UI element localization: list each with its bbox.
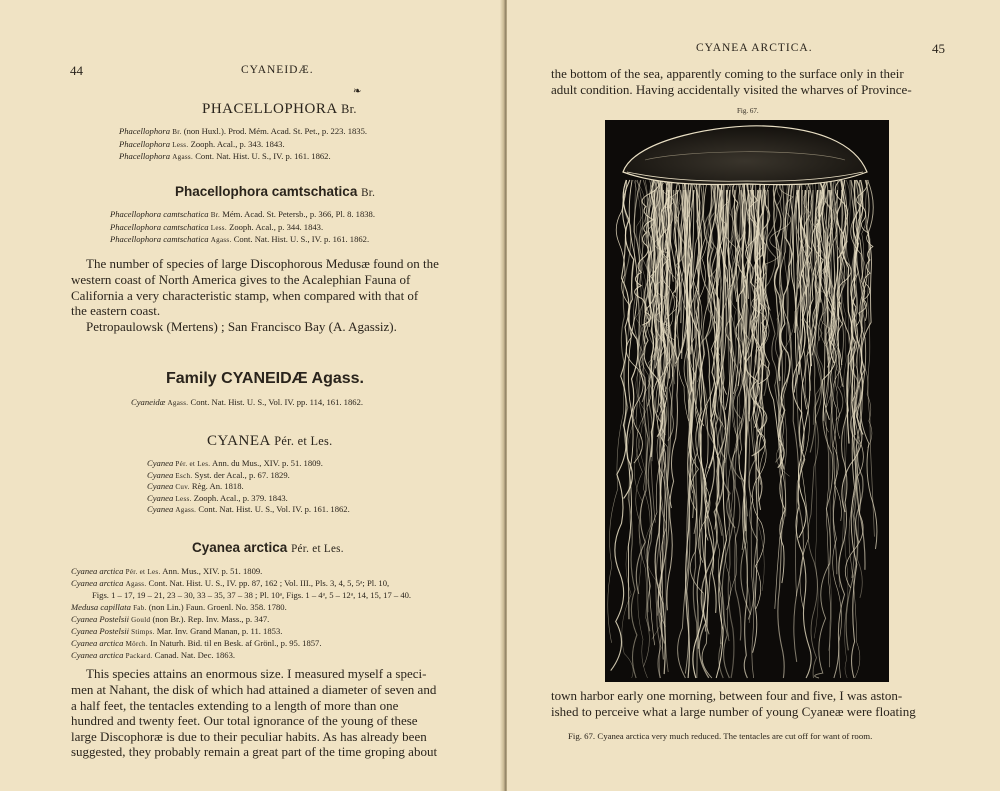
species-heading-authority: Pér. et Les.	[291, 543, 344, 555]
synonym-authority: Gould	[131, 616, 151, 624]
synonym-authority: Less.	[175, 495, 192, 503]
figure-caption: Fig. 67. Cyanea arctica very much reduced. The tentacles are cut off for want of room.	[568, 731, 873, 741]
paragraph-line: a half feet, the tentacles extending to a length of more than one	[71, 698, 399, 713]
species-heading-authority: Br.	[361, 187, 376, 199]
synonym-ref: Mar. Inv. Grand Manan, p. 11. 1853.	[156, 626, 283, 636]
synonym-name: Medusa capillata	[71, 602, 131, 612]
synonym-line	[110, 209, 375, 219]
synonym-name: Cyanea	[147, 470, 174, 480]
synonym-line	[71, 578, 389, 588]
synonym-ref: Syst. der Acal., p. 67. 1829.	[194, 470, 290, 480]
species-heading-main: Phacellophora camtschatica	[175, 184, 358, 199]
synonym-authority: Cuv.	[175, 483, 190, 491]
paragraph-line: hundred and twenty feet. Our total ignorance of the young of these	[71, 713, 418, 728]
synonym-authority: Agass.	[175, 506, 197, 514]
synonym-line	[147, 470, 290, 480]
synonym-name: Phacellophora camtschatica	[110, 222, 209, 232]
species-heading-cyanea-arctica	[192, 540, 344, 555]
genus-heading-main: PHACELLOPHORA	[202, 101, 337, 117]
tentacle-strand	[628, 180, 637, 619]
synonym-name: Cyaneidæ	[131, 397, 166, 407]
synonym-authority: Esch.	[175, 472, 193, 480]
synonym-line	[71, 602, 287, 612]
family-heading: Family CYANEIDÆ Agass.	[166, 370, 364, 387]
synonym-authority: Mörch.	[125, 640, 148, 648]
synonym-authority: Pér. et Les.	[175, 460, 211, 468]
synonym-ref: Zooph. Acal., p. 379. 1843.	[193, 493, 288, 503]
genus-heading-authority: Br.	[341, 102, 357, 116]
synonym-ref: Ann. Mus., XIV. p. 51. 1809.	[162, 566, 263, 576]
genus-heading-main: CYANEA	[207, 433, 271, 449]
genus-heading-authority: Pér. et Les.	[274, 434, 333, 448]
synonym-ref: Ann. du Mus., XIV. p. 51. 1809.	[212, 458, 323, 468]
synonym-ref: Zooph. Acal., p. 343. 1843.	[190, 139, 285, 149]
synonym-name: Cyanea arctica	[71, 650, 124, 660]
synonym-authority: Agass.	[210, 236, 232, 244]
synonym-ref: Cont. Nat. Hist. U. S., IV. pp. 87, 162 ; Vol. III., Pls. 3, 4, 5, 5ᵃ; Pl. 10,	[148, 578, 390, 588]
synonym-authority: Packard.	[125, 652, 153, 660]
jellyfish-engraving	[605, 120, 889, 682]
page-number-left: 44	[70, 63, 83, 78]
synonym-ref: In Naturh. Bid. til en Besk. af Grönl., p. 95. 1857.	[150, 638, 322, 648]
synonym-ref: (non Huxl.). Prod. Mém. Acad. St. Pet., p. 223. 1835.	[183, 126, 368, 136]
paragraph-line: adult condition. Having accidentally visited the wharves of Province-	[551, 82, 912, 97]
synonym-authority: Pér. et Les.	[125, 568, 161, 576]
synonym-line	[71, 638, 322, 648]
synonym-name: Cyanea	[147, 458, 174, 468]
genus-heading-cyanea	[207, 433, 333, 450]
running-head-left: CYANEIDÆ.	[241, 64, 314, 76]
synonym-ref: Règ. An. 1818.	[191, 481, 244, 491]
synonym-line	[119, 151, 331, 161]
synonym-line	[110, 234, 369, 244]
synonym-name: Cyanea arctica	[71, 578, 124, 588]
synonym-line	[147, 458, 323, 468]
synonym-ref: Cont. Nat. Hist. U. S., IV. p. 161. 1862.	[233, 234, 370, 244]
synonym-ref: Canad. Nat. Dec. 1863.	[154, 650, 236, 660]
tentacle-strand	[611, 180, 630, 671]
paragraph-line: town harbor early one morning, between four and five, I was aston-	[551, 688, 903, 703]
synonym-line	[119, 126, 367, 136]
synonym-line	[71, 650, 235, 660]
tentacle-strand	[866, 180, 875, 537]
paragraph-line: ished to perceive what a large number of young Cyaneæ were floating	[551, 704, 916, 719]
synonym-name: Phacellophora	[119, 126, 171, 136]
synonym-ref: Zooph. Acal., p. 344. 1843.	[229, 222, 324, 232]
synonym-authority: Agass.	[125, 580, 147, 588]
page-number-right: 45	[932, 41, 945, 56]
species-heading-main: Cyanea arctica	[192, 540, 288, 555]
paragraph-line: This species attains an enormous size. I measured myself a speci-	[86, 666, 427, 681]
paragraph-line: the eastern coast.	[71, 303, 161, 318]
synonym-line	[71, 626, 282, 636]
synonym-authority: Less.	[210, 224, 227, 232]
synonym-ref: Cont. Nat. Hist. U. S., IV. p. 161. 1862.	[195, 151, 331, 161]
locality-line: Petropaulowsk (Mertens) ; San Francisco Bay (A. Agassiz).	[86, 319, 397, 334]
synonym-line	[131, 397, 363, 407]
synonym-name: Cyanea Postelsii	[71, 626, 129, 636]
synonym-authority: Br.	[210, 211, 221, 219]
paragraph-line: the bottom of the sea, apparently coming to the surface only in their	[551, 66, 904, 81]
jellyfish-bell	[623, 126, 867, 185]
synonym-name: Phacellophora camtschatica	[110, 234, 209, 244]
tentacle-strands	[608, 180, 877, 678]
synonym-line	[119, 139, 285, 149]
synonym-line	[71, 566, 262, 576]
synonym-line	[147, 481, 244, 491]
synonym-authority: Agass.	[167, 399, 189, 407]
paragraph-line: California a very characteristic stamp, when compared with that of	[71, 288, 419, 303]
paragraph-line: men at Nahant, the disk of which had attained a diameter of seven and	[71, 682, 437, 697]
synonym-name: Cyanea	[147, 493, 174, 503]
paragraph-line: The number of species of large Discophorous Medusæ found on the	[86, 256, 439, 271]
jellyfish-illustration	[605, 120, 889, 682]
paragraph-line: western coast of North America gives to the Acalephian Fauna of	[71, 272, 411, 287]
synonym-ref: (non Br.). Rep. Inv. Mass., p. 347.	[152, 614, 270, 624]
species-heading-camtschatica	[175, 184, 375, 199]
synonym-authority: Fab.	[133, 604, 147, 612]
printer-ornament: ❧	[353, 86, 362, 97]
synonym-ref: (non Lin.) Faun. Groenl. No. 358. 1780.	[148, 602, 287, 612]
synonym-authority: Stimps.	[131, 628, 155, 636]
paragraph-line: suggested, they probably remain a great part of the time groping about	[71, 744, 438, 759]
genus-heading-phacellophora	[202, 101, 357, 118]
synonym-continuation: Figs. 1 – 17, 19 – 21, 23 – 30, 33 – 35, 37 – 38 ; Pl. 10ᵃ, Figs. 1 – 4ᵃ, 5 – 12ᵃ, 14, 15, 17 – 40.	[92, 590, 412, 600]
synonym-name: Cyanea Postelsii	[71, 614, 129, 624]
synonym-name: Phacellophora	[119, 139, 171, 149]
synonym-ref: Cont. Nat. Hist. U. S., Vol. IV. p. 161. 1862.	[198, 504, 350, 514]
synonym-authority: Br.	[172, 128, 182, 136]
synonym-name: Cyanea	[147, 504, 174, 514]
synonym-ref: Cont. Nat. Hist. U. S., Vol. IV. pp. 114, 161. 1862.	[190, 397, 364, 407]
synonym-authority: Less.	[172, 141, 189, 149]
synonym-name: Cyanea arctica	[71, 566, 124, 576]
synonym-line	[110, 222, 323, 232]
synonym-line	[147, 493, 288, 503]
synonym-line	[147, 504, 350, 514]
figure-label: Fig. 67.	[737, 107, 759, 115]
running-head-right: CYANEA ARCTICA.	[696, 42, 813, 54]
synonym-name: Cyanea	[147, 481, 174, 491]
synonym-line	[71, 614, 269, 624]
synonym-authority: Agass.	[172, 153, 194, 161]
paragraph-line: large Discophoræ is due to their peculiar habits. As has already been	[71, 729, 427, 744]
synonym-name: Phacellophora camtschatica	[110, 209, 209, 219]
synonym-name: Phacellophora	[119, 151, 171, 161]
synonym-name: Cyanea arctica	[71, 638, 124, 648]
synonym-ref: Mém. Acad. St. Petersb., p. 366, Pl. 8. 1838.	[222, 209, 375, 219]
